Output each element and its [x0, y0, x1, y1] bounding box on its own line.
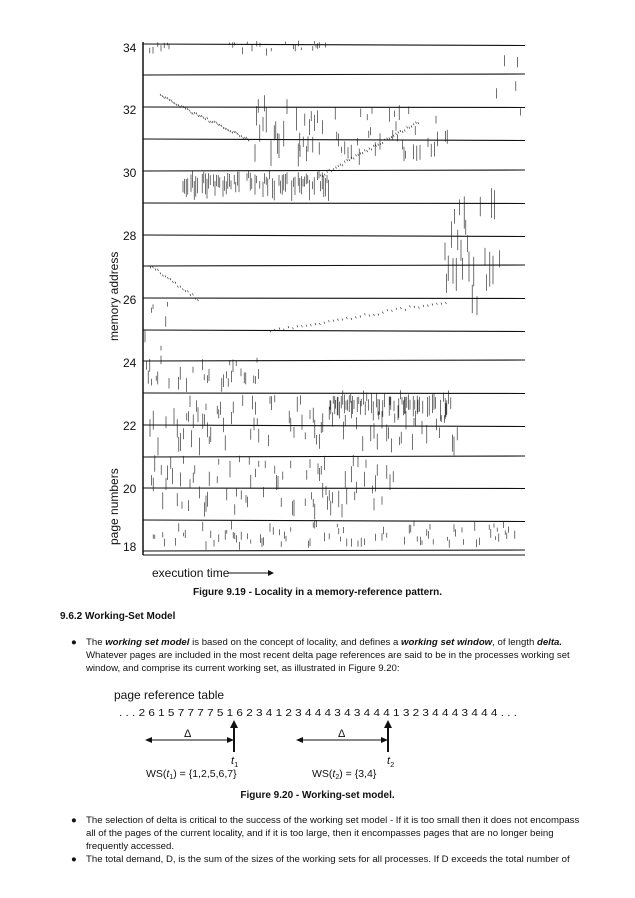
- reference-mark: [365, 313, 366, 315]
- reference-mark: [173, 281, 174, 283]
- t1-arrowhead: [230, 720, 238, 728]
- delta-1-arrowhead-left: [145, 737, 152, 743]
- reference-mark: [302, 325, 303, 327]
- t2-label: $t_2$: [387, 755, 395, 769]
- reference-mark: [347, 159, 348, 161]
- reference-mark: [396, 308, 397, 310]
- reference-mark: [389, 138, 390, 140]
- reference-mark: [378, 314, 379, 316]
- reference-mark: [225, 128, 226, 130]
- reference-mark: [398, 131, 399, 133]
- reference-mark: [336, 167, 337, 169]
- reference-mark: [369, 315, 370, 317]
- reference-mark: [353, 158, 354, 160]
- working-set-diagram: [100, 684, 540, 784]
- reference-mark: [234, 131, 235, 133]
- page-boundary-line: [143, 550, 525, 551]
- reference-mark: [212, 121, 213, 123]
- reference-mark: [387, 309, 388, 311]
- bullet-working-set-model: [71, 636, 586, 675]
- reference-mark: [200, 115, 201, 117]
- reference-mark: [338, 319, 339, 321]
- reference-mark: [210, 121, 211, 123]
- page-boundary-line: [143, 265, 525, 266]
- reference-mark: [239, 135, 240, 137]
- reference-mark: [178, 286, 179, 288]
- reference-mark: [230, 130, 231, 132]
- reference-mark: [340, 164, 341, 166]
- reference-mark: [446, 302, 447, 304]
- reference-mark: [160, 94, 161, 96]
- reference-mark: [189, 109, 190, 111]
- y-tick-26: 26: [123, 293, 137, 307]
- t1-label: $t_1$: [231, 755, 239, 769]
- reference-mark: [311, 324, 312, 326]
- reference-mark: [158, 269, 159, 271]
- reference-mark: [168, 277, 169, 279]
- reference-mark: [155, 269, 156, 271]
- page-boundary-line: [143, 44, 525, 46]
- reference-mark: [418, 122, 419, 124]
- y-tick-22: 22: [123, 419, 137, 433]
- reference-mark: [187, 108, 188, 110]
- y-tick-24: 24: [123, 356, 137, 370]
- page-boundary-line: [143, 107, 525, 108]
- reference-mark: [293, 327, 294, 329]
- reference-mark: [373, 145, 374, 147]
- reference-mark: [402, 131, 403, 133]
- page-boundary-line: [143, 203, 525, 204]
- reference-mark: [404, 130, 405, 132]
- bullet-3-text: The total demand, D, is the sum of the sizes of the working sets for all processes. If D exceeds the total number of: [86, 854, 570, 865]
- reference-mark: [367, 150, 368, 152]
- reference-mark: [192, 113, 193, 115]
- reference-mark: [376, 145, 377, 147]
- reference-mark: [356, 316, 357, 318]
- term-delta: delta.: [536, 637, 563, 648]
- page-boundary-line: [143, 330, 525, 332]
- reference-pattern-marks: [143, 41, 525, 551]
- reference-mark: [173, 102, 174, 104]
- reference-mark: [185, 290, 186, 292]
- y-tick-18: 18: [123, 540, 137, 554]
- reference-mark: [167, 97, 168, 99]
- page-boundary-line: [143, 456, 525, 457]
- reference-mark: [351, 318, 352, 320]
- page-boundary-line: [143, 74, 525, 75]
- reference-mark: [176, 104, 177, 106]
- reference-mark: [209, 121, 210, 123]
- reference-mark: [162, 95, 163, 97]
- reference-mark: [236, 131, 237, 133]
- term-working-set-window: working set window: [401, 637, 493, 648]
- reference-mark: [320, 323, 321, 325]
- reference-mark: [246, 137, 247, 139]
- reference-mark: [414, 306, 415, 308]
- bullet-1-text-d: Whatever pages are included in the most recent delta page references are said to be in the processes working set window, and comprise its current working set, as illustrated in Figure 9.20:: [86, 650, 570, 674]
- figure-9-20-caption: Figure 9.20 - Working-set model.: [240, 790, 395, 801]
- reference-mark: [180, 286, 181, 288]
- reference-mark: [393, 135, 394, 137]
- reference-mark: [198, 299, 199, 301]
- delta-1-arrowhead-right: [227, 737, 234, 743]
- page-boundary-line: [143, 520, 525, 522]
- bullet-dot: ●: [71, 815, 77, 826]
- reference-mark: [279, 328, 280, 330]
- page-boundary-line: [143, 425, 525, 427]
- reference-mark: [237, 133, 238, 135]
- reference-mark: [411, 126, 412, 128]
- page-boundary-line: [143, 488, 525, 489]
- reference-mark: [241, 135, 242, 137]
- reference-mark: [333, 168, 334, 170]
- reference-mark: [401, 307, 402, 309]
- y-tick-32: 32: [123, 103, 137, 117]
- reference-mark: [378, 144, 379, 146]
- reference-mark: [324, 174, 325, 176]
- reference-mark: [315, 323, 316, 325]
- reference-mark: [196, 112, 197, 114]
- bullet-dot: ●: [71, 854, 77, 865]
- reference-mark: [320, 174, 321, 176]
- reference-mark: [207, 117, 208, 119]
- delta-1-label: Δ: [184, 728, 192, 740]
- reference-mark: [163, 275, 164, 277]
- reference-mark: [382, 142, 383, 144]
- reference-mark: [150, 266, 151, 268]
- reference-mark: [407, 126, 408, 128]
- reference-mark: [218, 124, 219, 126]
- reference-mark: [428, 305, 429, 307]
- reference-mark: [392, 310, 393, 312]
- reference-mark: [371, 148, 372, 150]
- reference-mark: [342, 319, 343, 321]
- reference-mark: [391, 136, 392, 138]
- reference-mark: [245, 137, 246, 139]
- y-tick-20: 20: [123, 482, 137, 496]
- reference-mark: [387, 138, 388, 140]
- reference-mark: [297, 325, 298, 327]
- reference-mark: [349, 159, 350, 161]
- page-boundary-line: [143, 298, 525, 299]
- page-reference-sequence: . . . 2 6 1 5 7 7 7 7 5 1 6 2 3 4 1 2 3 4 4 4 3 4 3 4 4 4 1 3 2 3 4 4 4 3 4 4 4 . . .: [119, 707, 517, 719]
- reference-mark: [419, 307, 420, 309]
- delta-2-arrowhead-left: [296, 737, 303, 743]
- delta-2-arrowhead-right: [381, 737, 388, 743]
- reference-mark: [288, 326, 289, 328]
- reference-mark: [409, 127, 410, 129]
- reference-mark: [191, 112, 192, 114]
- term-working-set-model: working set model: [105, 637, 190, 648]
- reference-mark: [194, 112, 195, 114]
- reference-mark: [185, 108, 186, 110]
- reference-mark: [347, 317, 348, 319]
- page-boundary-line: [143, 360, 525, 361]
- reference-mark: [338, 165, 339, 167]
- reference-mark: [437, 303, 438, 305]
- y-tick-34: 34: [123, 41, 137, 55]
- reference-mark: [169, 99, 170, 101]
- reference-mark: [219, 124, 220, 126]
- reference-mark: [164, 97, 165, 99]
- bullet-dot: ●: [71, 637, 77, 648]
- reference-mark: [356, 154, 357, 156]
- y-tick-30: 30: [123, 166, 137, 180]
- reference-mark: [416, 122, 417, 124]
- reference-mark: [175, 282, 176, 284]
- reference-mark: [178, 104, 179, 106]
- reference-mark: [342, 164, 343, 166]
- y-label-memory-address: memory address: [107, 251, 121, 341]
- reference-mark: [221, 125, 222, 127]
- bullet-1-text-a: The: [86, 637, 106, 648]
- reference-mark: [183, 106, 184, 108]
- bullet-total-demand: [71, 853, 586, 866]
- reference-mark: [306, 325, 307, 327]
- reference-mark: [374, 314, 375, 316]
- reference-mark: [329, 320, 330, 322]
- reference-mark: [423, 305, 424, 307]
- working-set-t2: WS(t2) = {3,4}: [312, 768, 377, 781]
- figure-9-19-caption: Figure 9.19 - Locality in a memory-reference pattern.: [193, 587, 442, 598]
- reference-mark: [201, 115, 202, 117]
- bullet-delta-selection: [71, 814, 586, 853]
- reference-mark: [165, 275, 166, 277]
- reference-mark: [170, 278, 171, 280]
- reference-mark: [232, 132, 233, 134]
- reference-mark: [205, 118, 206, 120]
- reference-mark: [223, 127, 224, 129]
- bullet-1-text-c: , of length: [492, 637, 537, 648]
- reference-mark: [396, 133, 397, 135]
- reference-mark: [413, 123, 414, 125]
- delta-2-label: Δ: [338, 728, 346, 740]
- reference-mark: [183, 288, 184, 290]
- x-label-execution-time: execution time: [152, 566, 230, 580]
- reference-mark: [364, 149, 365, 151]
- reference-mark: [358, 154, 359, 156]
- reference-mark: [165, 97, 166, 99]
- reference-mark: [333, 320, 334, 322]
- reference-mark: [228, 130, 229, 132]
- reference-mark: [174, 102, 175, 104]
- page-boundary-line: [143, 235, 525, 237]
- reference-mark: [432, 304, 433, 306]
- reference-mark: [203, 117, 204, 119]
- page-boundary-line: [143, 393, 525, 394]
- reference-mark: [369, 148, 370, 150]
- page-reference-table-title: page reference table: [114, 688, 225, 702]
- reference-mark: [171, 100, 172, 102]
- bullet-1-text-b: is based on the concept of locality, and defines a: [189, 637, 401, 648]
- reference-mark: [400, 130, 401, 132]
- reference-mark: [383, 312, 384, 314]
- reference-mark: [214, 121, 215, 123]
- y-label-page-numbers: page numbers: [107, 468, 121, 545]
- reference-mark: [227, 128, 228, 130]
- reference-mark: [344, 161, 345, 163]
- reference-mark: [441, 303, 442, 305]
- bullet-2-text: The selection of delta is critical to the success of the working set model - If it is too small then it does not encompass all of the pages of the current locality, and if it is too large, then it encompasses pages that are no longer being frequently accessed.: [86, 815, 580, 852]
- reference-mark: [190, 294, 191, 296]
- reference-mark: [360, 316, 361, 318]
- working-set-t1: WS(t1) = {1,2,5,6,7}: [146, 768, 237, 781]
- reference-mark: [160, 272, 161, 274]
- reference-mark: [193, 293, 194, 295]
- section-heading: 9.6.2 Working-Set Model: [60, 611, 176, 622]
- reference-mark: [405, 309, 406, 311]
- reference-mark: [216, 122, 217, 124]
- y-tick-28: 28: [123, 229, 137, 243]
- reference-mark: [360, 152, 361, 154]
- reference-mark: [324, 322, 325, 324]
- reference-mark: [362, 152, 363, 154]
- t2-arrowhead: [384, 720, 392, 728]
- reference-mark: [198, 115, 199, 117]
- reference-mark: [410, 305, 411, 307]
- page-boundary-line: [143, 139, 525, 141]
- x-label-arrowhead: [268, 570, 274, 576]
- reference-mark: [188, 290, 189, 292]
